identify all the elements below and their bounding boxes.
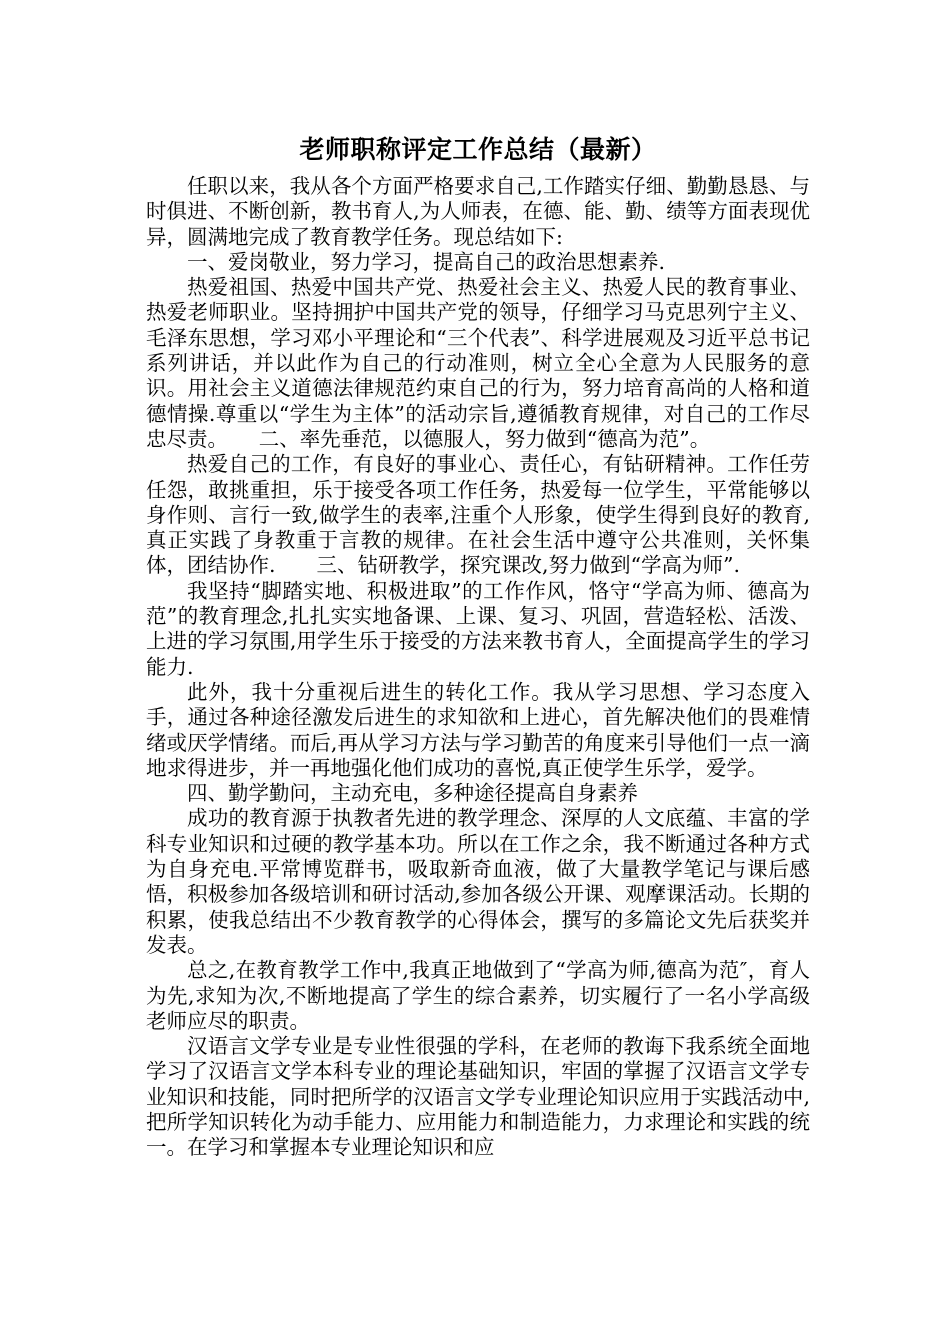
paragraph-heading-4: 四、勤学勤问，主动充电，多种途径提高自身素养 bbox=[187, 781, 638, 806]
paragraph-self-improvement: 成功的教育源于执教者先进的教学理念、深厚的人文底蕴、丰富的学科专业知识和过硬的教学基本功。所以在工作之余，我不断通过各种方式为自身充电.平常博览群书，吸取新奇血液，做了大量教学笔记与课后感悟，积极参加各级培训和研讨活动,参加各级公开课、观摩课活动。长期的积累，使我总结出不少教育教学的心得体会，撰写的多篇论文先后获奖并发表。 bbox=[146, 806, 810, 957]
paragraph-underachievers: 此外，我十分重视后进生的转化工作。我从学习思想、学习态度入手，通过各种途径激发后进生的求知欲和上进心，首先解决他们的畏难情绪或厌学情绪。而后,再从学习方法与学习勤苦的角度来引导他们一点一滴地求得进步，并一再地强化他们成功的喜悦,真正使学生乐学，爱学。 bbox=[146, 679, 810, 780]
document-page bbox=[146, 130, 810, 1161]
document-title: 老师职称评定工作总结（最新） bbox=[299, 135, 657, 164]
paragraph-dedication: 热爱自己的工作，有良好的事业心、责任心，有钻研精神。工作任劳任怨，敢挑重担，乐于接受各项工作任务，热爱每一位学生，平常能够以身作则、言行一致,做学生的表率,注重个人形象，使学生得到良好的教育,真正实践了身教重于言教的规律。在社会生活中遵守公共准则，关怀集体，团结协作. 三、钻研教学，探究课改,努力做到“学高为师”. bbox=[146, 452, 810, 578]
paragraph-chinese-literature: 汉语言文学专业是专业性很强的学科，在老师的教诲下我系统全面地学习了汉语言文学本科专业的理论基础知识，牢固的掌握了汉语言文学专业知识和技能，同时把所学的汉语言文学专业理论知识应用于实践活动中,把所学知识转化为动手能力、应用能力和制造能力，力求理论和实践的统一。在学习和掌握本专业理论知识和应 bbox=[146, 1034, 810, 1160]
paragraph-conclusion: 总之,在教育教学工作中,我真正地做到了“学高为师,德高为范″，育人为先,求知为次,不断地提高了学生的综合素养，切实履行了一名小学高级老师应尽的职责。 bbox=[146, 958, 810, 1033]
paragraph-intro: 任职以来，我从各个方面严格要求自己,工作踏实仔细、勤勤恳恳、与时俱进、不断创新，教书育人,为人师表，在德、能、勤、绩等方面表现优异，圆满地完成了教育教学任务。现总结如下: bbox=[146, 174, 810, 249]
paragraph-heading-1: 一、爱岗敬业，努力学习，提高自己的政治思想素养. bbox=[187, 249, 666, 274]
paragraph-patriotism: 热爱祖国、热爱中国共产党、热爱社会主义、热爱人民的教育事业、热爱老师职业。坚持拥护中国共产党的领导，仔细学习马克思列宁主义、毛泽东思想，学习邓小平理论和“三个代表”、科学进展观及习近平总书记系列讲话，并以此作为自己的行动准则，树立全心全意为人民服务的意识。用社会主义道德法律规范约束自己的行为，努力培育高尚的人格和道德情操.尊重以“学生为主体”的活动宗旨,遵循教育规律，对自己的工作尽忠尽责。 二、率先垂范，以德服人，努力做到“德高为范”。 bbox=[146, 275, 810, 451]
paragraph-teaching-style: 我坚持“脚踏实地、积极进取”的工作作风，恪守“学高为师、德高为范”的教育理念,扎扎实实地备课、上课、复习、巩固，营造轻松、活泼、上进的学习氛围,用学生乐于接受的方法来教书育人，全面提高学生的学习能力. bbox=[146, 578, 810, 679]
